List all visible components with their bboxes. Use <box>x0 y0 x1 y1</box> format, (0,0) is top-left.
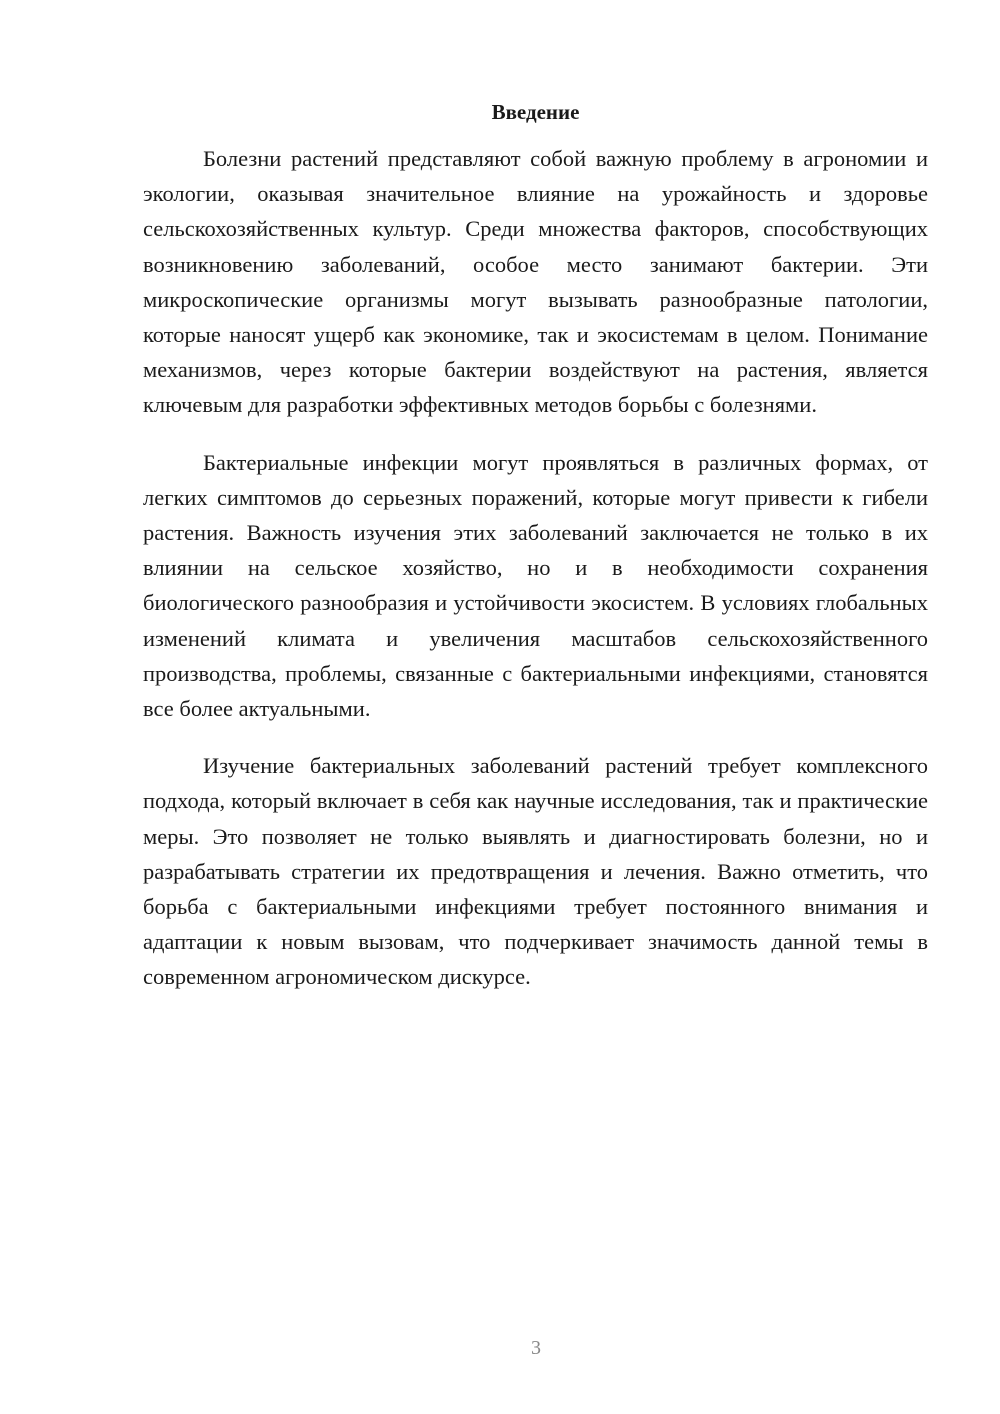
page-number: 3 <box>531 1337 541 1359</box>
paragraph-2: Бактериальные инфекции могут проявляться в различных формах, от легких симптомов до серьезных поражений, которые могут привести к гибели растения. Важность изучения этих заболеваний заключается не только в их влиянии на сельское хозяйство, но и в необходимости сохранения биологического разнообразия и устойчивости экосистем. В условиях глобальных изменений климата и увеличения масштабов сельскохозяйственного производства, проблемы, связанные с бактериальными инфекциями, становятся все более актуальными. <box>143 449 928 722</box>
section-title: Введение <box>491 100 580 124</box>
paragraph-3: Изучение бактериальных заболеваний растений требует комплексного подхода, который включает в себя как научные исследования, так и практические меры. Это позволяет не только выявлять и диагностировать болезни, но и разрабатывать стратегии их предотвращения и лечения. Важно отметить, что борьба с бактериальными инфекциями требует постоянного внимания и адаптации к новым вызовам, что подчеркивает значимость данной темы в современном агрономическом дискурсе. <box>143 753 928 990</box>
paragraph-1: Болезни растений представляют собой важную проблему в агрономии и экологии, оказывая значительное влияние на урожайность и здоровье сельскохозяйственных культур. Среди множества факторов, способствующих возникновению заболеваний, особое место занимают бактерии. Эти микроскопические организмы могут вызывать разнообразные патологии, которые наносят ущерб как экономике, так и экосистемам в целом. Понимание механизмов, через которые бактерии воздействуют на растения, является ключевым для разработки эффективных методов борьбы с болезнями. <box>143 146 928 418</box>
page-content <box>143 97 928 995</box>
